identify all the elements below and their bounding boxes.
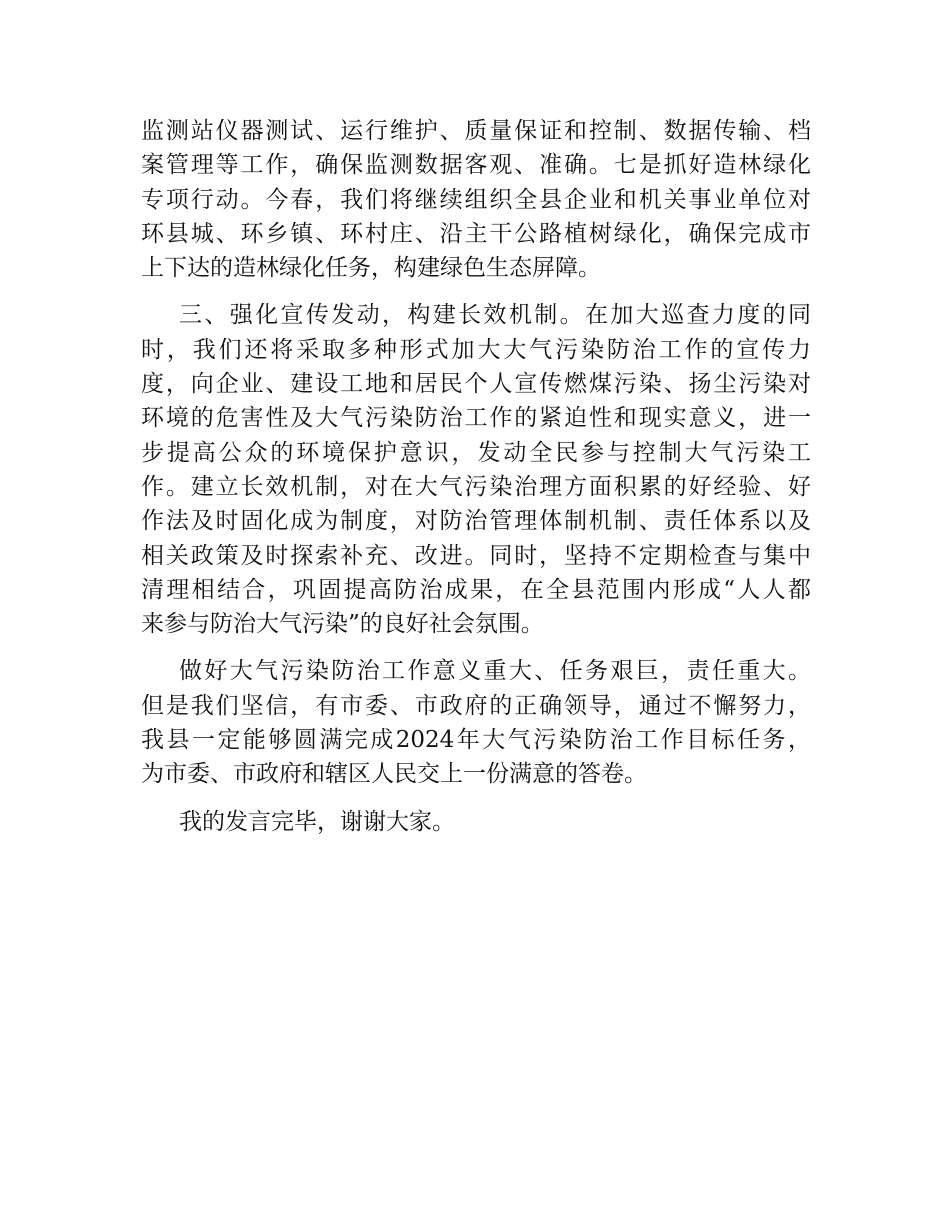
paragraph <box>141 298 811 641</box>
text-line: 作。建立长效机制，对在大气污染治理方面积累的好经验、好 <box>141 473 811 500</box>
text-line: 来参与防治大气污染”的良好社会氛围。 <box>141 611 544 638</box>
text-line: 时，我们还将采取多种形式加大大气污染防治工作的宣传力 <box>141 336 811 363</box>
text-line: 三、强化宣传发动，构建长效机制。在加大巡查力度的同 <box>179 302 811 329</box>
text-line: 相关政策及时探索补充、改进。同时，坚持不定期检查与集中 <box>141 542 811 569</box>
text-line: 度，向企业、建设工地和居民个人宣传燃煤污染、扬尘污染对 <box>141 371 811 398</box>
text-line: 专项行动。今春，我们将继续组织全县企业和机关事业单位对 <box>141 186 811 213</box>
paragraph <box>141 654 811 791</box>
text-line: 案管理等工作，确保监测数据客观、准确。七是抓好造林绿化 <box>141 152 811 179</box>
paragraph <box>141 805 811 839</box>
text-line: 清理相结合，巩固提高防治成果，在全县范围内形成“人人都 <box>141 576 811 603</box>
text-line: 为市委、市政府和辖区人民交上一份满意的答卷。 <box>141 761 647 788</box>
text-line: 环境的危害性及大气污染防治工作的紧迫性和现实意义，进一 <box>141 405 811 432</box>
paragraph-gap <box>141 792 811 805</box>
text-line: 上下达的造林绿化任务，构建绿色生态屏障。 <box>141 255 601 282</box>
paragraph <box>141 114 811 285</box>
text-line: 做好大气污染防治工作意义重大、任务艰巨，责任重大。 <box>179 658 811 685</box>
text-line: 作法及时固化成为制度，对防治管理体制机制、责任体系以及 <box>141 508 811 535</box>
text-line: 我的发言完毕，谢谢大家。 <box>179 808 455 835</box>
text-line: 我县一定能够圆满完成2024年大气污染防治工作目标任务， <box>141 727 811 754</box>
text-line: 步提高公众的环境保护意识，发动全民参与控制大气污染工 <box>141 439 811 466</box>
paragraph-gap <box>141 285 811 298</box>
text-line: 环县城、环乡镇、环村庄、沿主干公路植树绿化，确保完成市 <box>141 220 811 247</box>
text-line: 监测站仪器测试、运行维护、质量保证和控制、数据传输、档 <box>141 118 811 144</box>
text-line: 但是我们坚信，有市委、市政府的正确领导，通过不懈努力， <box>141 692 811 719</box>
document-body <box>141 114 811 839</box>
paragraph-gap <box>141 641 811 654</box>
